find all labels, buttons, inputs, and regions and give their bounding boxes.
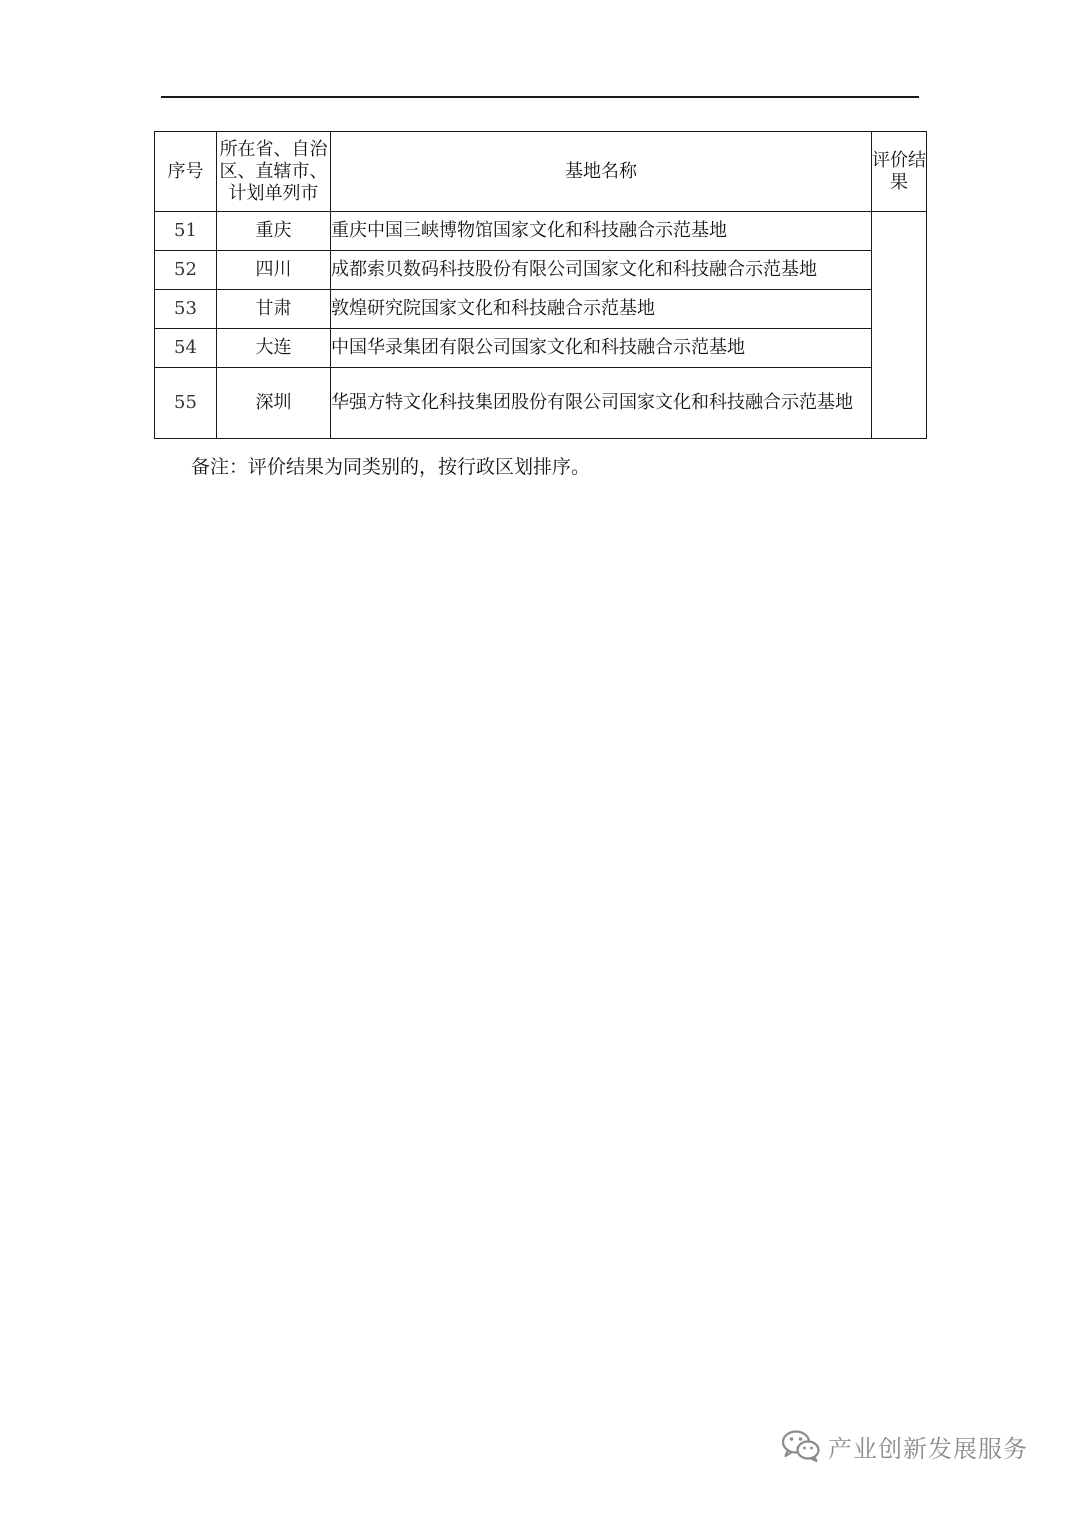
- row-region: 甘肃: [217, 290, 331, 329]
- row-name: 华强方特文化科技集团股份有限公司国家文化和科技融合示范基地: [331, 368, 872, 439]
- bases-table: [154, 131, 927, 439]
- table-row: [155, 290, 927, 329]
- row-seq: 54: [155, 329, 217, 368]
- table-note: 备注：评价结果为同类别的，按行政区划排序。: [191, 456, 591, 478]
- row-region: 大连: [217, 329, 331, 368]
- header-name: 基地名称: [331, 132, 872, 212]
- row-seq: 53: [155, 290, 217, 329]
- row-name: 成都索贝数码科技股份有限公司国家文化和科技融合示范基地: [331, 251, 872, 290]
- row-region: 重庆: [217, 212, 331, 251]
- watermark-text: 产业创新发展服务: [828, 1434, 1028, 1463]
- row-seq: 55: [155, 368, 217, 439]
- row-name: 敦煌研究院国家文化和科技融合示范基地: [331, 290, 872, 329]
- header-rule: [161, 96, 919, 98]
- table-row: [155, 251, 927, 290]
- watermark: [780, 1428, 1028, 1464]
- row-name: 重庆中国三峡博物馆国家文化和科技融合示范基地: [331, 212, 872, 251]
- wechat-icon: [780, 1428, 822, 1464]
- row-seq: 51: [155, 212, 217, 251]
- table-row: [155, 368, 927, 439]
- header-seq: 序号: [155, 132, 217, 212]
- table-header-row: [155, 132, 927, 212]
- row-name: 中国华录集团有限公司国家文化和科技融合示范基地: [331, 329, 872, 368]
- result-cell: [872, 212, 927, 439]
- header-result: 评价结果: [872, 132, 927, 212]
- row-region: 深圳: [217, 368, 331, 439]
- header-region: 所在省、自治区、直辖市、计划单列市: [217, 132, 331, 212]
- row-region: 四川: [217, 251, 331, 290]
- table-row: [155, 212, 927, 251]
- row-seq: 52: [155, 251, 217, 290]
- table-row: [155, 329, 927, 368]
